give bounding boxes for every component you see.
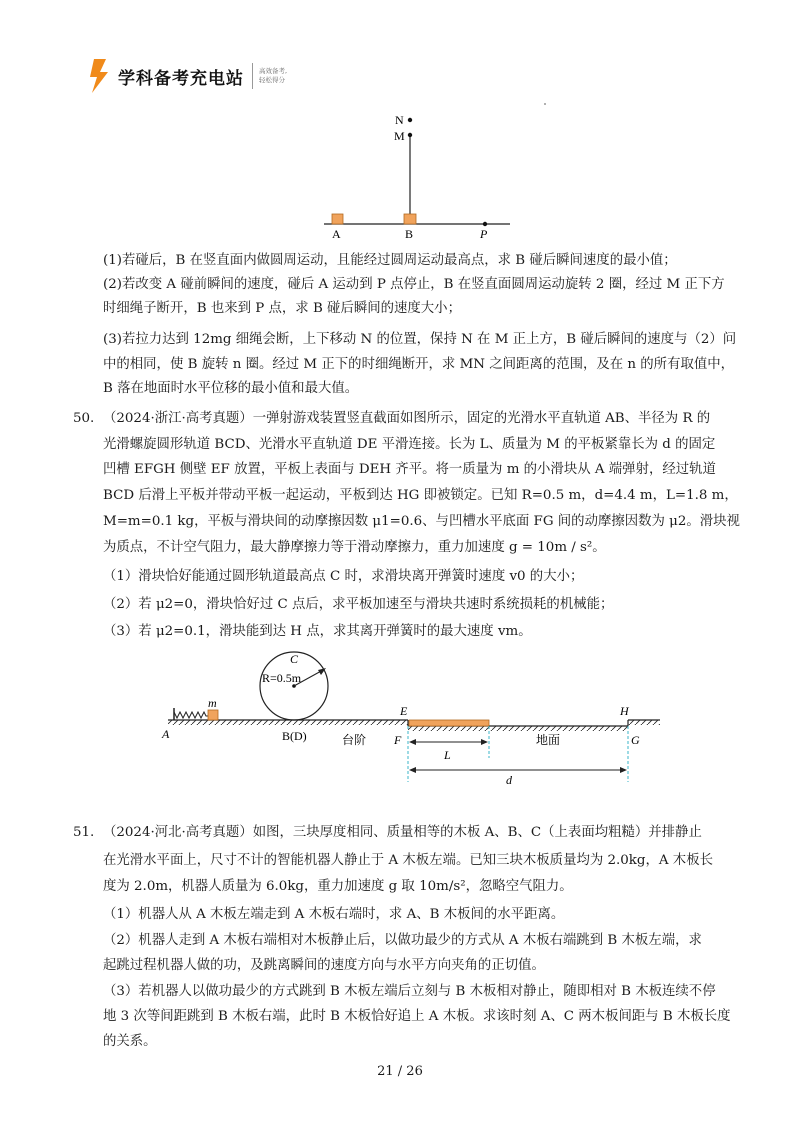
- dim-L-arrow-left: [409, 739, 416, 745]
- lightning-bolt-icon: [88, 59, 110, 93]
- q50-line1: （2024·浙江·高考真题）一弹射游戏装置竖直截面如图所示，固定的光滑水平直轨道 AB、半径为 R 的: [103, 411, 711, 426]
- label-C: C: [290, 652, 299, 666]
- logo-divider: [252, 63, 253, 89]
- q49-part3-line2: 中的相同，使 B 旋转 n 圈。经过 M 正下的时细绳断开，求 MN 之间距离的范围，及在 n 的所有取值中，: [103, 357, 735, 372]
- label-A: A: [162, 727, 170, 741]
- q50-line6: 为质点，不计空气阻力，最大静摩擦力等于滑动摩擦力，重力加速度 g = 10m / s²。: [103, 540, 606, 555]
- q51-sub2-line2: 起跳过程机器人做的功，及跳离瞬间的速度方向与水平方向夹角的正切值。: [103, 958, 545, 973]
- q51-sub3-line1: （3）若机器人以做功最少的方式跳到 B 木板左端后立刻与 B 木板相对静止，随即相对 B 木板连续不停: [103, 984, 716, 999]
- page-number: 21 / 26: [377, 1064, 423, 1079]
- label-R: R=0.5m: [262, 671, 302, 685]
- label-F: F: [394, 733, 402, 747]
- q51-line2: 在光滑水平面上，尺寸不计的智能机器人静止于 A 木板左端。已知三块木板质量均为 2.0kg，A 木板长: [103, 853, 713, 868]
- point-P: [483, 222, 487, 226]
- label-N: N: [395, 113, 404, 127]
- q51-line1: （2024·河北·高考真题）如图，三块厚度相同、质量相等的木板 A、B、C（上表面均粗糙）并排静止: [103, 825, 702, 840]
- label-L: L: [444, 748, 451, 762]
- q50-sub1: （1）滑块恰好能通过圆形轨道最高点 C 时，求滑块离开弹簧时速度 v0 的大小；: [103, 569, 584, 584]
- brand-name: 学科备考充电站: [118, 68, 244, 89]
- q51-sub2-line1: （2）机器人走到 A 木板右端相对木板静止后，以做功最少的方式从 A 木板右端跳到 B 木板左端，求: [103, 933, 702, 948]
- scan-dot: [544, 103, 546, 105]
- q50-line3: 凹槽 EFGH 侧壁 EF 放置，平板上表面与 DEH 齐平。将一质量为 m 的小滑块从 A 端弹射，经过轨道: [103, 462, 716, 477]
- label-ground: 地面: [536, 733, 561, 747]
- header-logo: [88, 58, 293, 94]
- q51-line3: 度为 2.0m，机器人质量为 6.0kg，重力加速度 g 取 10m/s²，忽略空气阻力。: [103, 879, 573, 894]
- label-step: 台阶: [342, 733, 367, 747]
- floor-FG-hatch: [408, 726, 628, 731]
- point-M: [408, 133, 412, 137]
- q51-sub3-line3: 的关系。: [103, 1034, 157, 1049]
- q49-part2-line1: (2)若改变 A 碰前瞬间的速度，碰后 A 运动到 P 点停止，B 在竖直面圆周运动旋转 2 圈，经过 M 正下方: [103, 277, 725, 292]
- q50-line4: BCD 后滑上平板并带动平板一起运动，平板到达 HG 即被锁定。已知 R=0.5 m，d=4.4 m，L=1.8 m，: [103, 488, 738, 503]
- dim-L-arrow-right: [481, 739, 488, 745]
- q49-part3-line1: (3)若拉力达到 12mg 细绳会断，上下移动 N 的位置，保持 N 在 M 正上方，B 碰后瞬间的速度与（2）问: [103, 332, 737, 347]
- board-M: [409, 720, 489, 726]
- brand-slogan: 高效备考, 轻松得分: [259, 67, 288, 84]
- label-m: m: [208, 696, 217, 710]
- q51-number: 51.: [73, 825, 95, 840]
- dim-d-arrow-right: [620, 767, 627, 773]
- track-AE-hatch: [168, 720, 408, 725]
- q50-line5: M=m=0.1 kg，平板与滑块间的动摩擦因数 μ1=0.6、与凹槽水平底面 FG 间的动摩擦因数为 μ2。滑块视: [103, 514, 740, 529]
- block-m: [208, 710, 218, 720]
- q50-line2: 光滑螺旋圆形轨道 BCD、光滑水平直轨道 DE 平滑连接。长为 L、质量为 M 的平板紧靠长为 d 的固定: [103, 437, 716, 452]
- label-d: d: [506, 773, 512, 787]
- label-B: B: [405, 227, 414, 241]
- point-N: [408, 118, 412, 122]
- label-M: M: [394, 129, 405, 143]
- label-G: G: [631, 733, 640, 747]
- q49-part2-line2: 时细绳子断开，B 也来到 P 点，求 B 碰后瞬间的速度大小；: [103, 301, 461, 316]
- q49-part3-line3: B 落在地面时水平位移的最小值和最大值。: [103, 381, 359, 396]
- q50-sub2: （2）若 μ2=0，滑块恰好过 C 点后，求平板加速至与滑块共速时系统损耗的机械能；: [103, 597, 614, 612]
- label-E: E: [400, 704, 408, 718]
- q51-sub1: （1）机器人从 A 木板左端走到 A 木板右端时，求 A、B 木板间的水平距离。: [103, 907, 565, 922]
- label-BD: B(D): [282, 729, 307, 743]
- label-A: A: [332, 227, 341, 241]
- q51-sub3-line2: 地 3 次等间距跳到 B 木板右端，此时 B 木板恰好追上 A 木板。求该时刻 A、C 两木板间距与 B 木板长度: [103, 1009, 731, 1024]
- label-H: H: [620, 704, 629, 718]
- track-H-hatch: [628, 720, 660, 725]
- block-A: [332, 214, 343, 224]
- figure-track: [162, 652, 668, 787]
- figure-pendulum: [320, 110, 520, 245]
- q50-sub3: （3）若 μ2=0.1，滑块能到达 H 点，求其离开弹簧时的最大速度 vm。: [103, 624, 532, 639]
- spring: [174, 712, 208, 720]
- label-P: P: [480, 227, 488, 241]
- q50-number: 50.: [73, 411, 95, 426]
- q49-part1: (1)若碰后，B 在竖直面内做圆周运动，且能经过圆周运动最高点，求 B 碰后瞬间速度的最小值；: [103, 253, 677, 268]
- block-B: [404, 214, 416, 224]
- dim-d-arrow-left: [409, 767, 416, 773]
